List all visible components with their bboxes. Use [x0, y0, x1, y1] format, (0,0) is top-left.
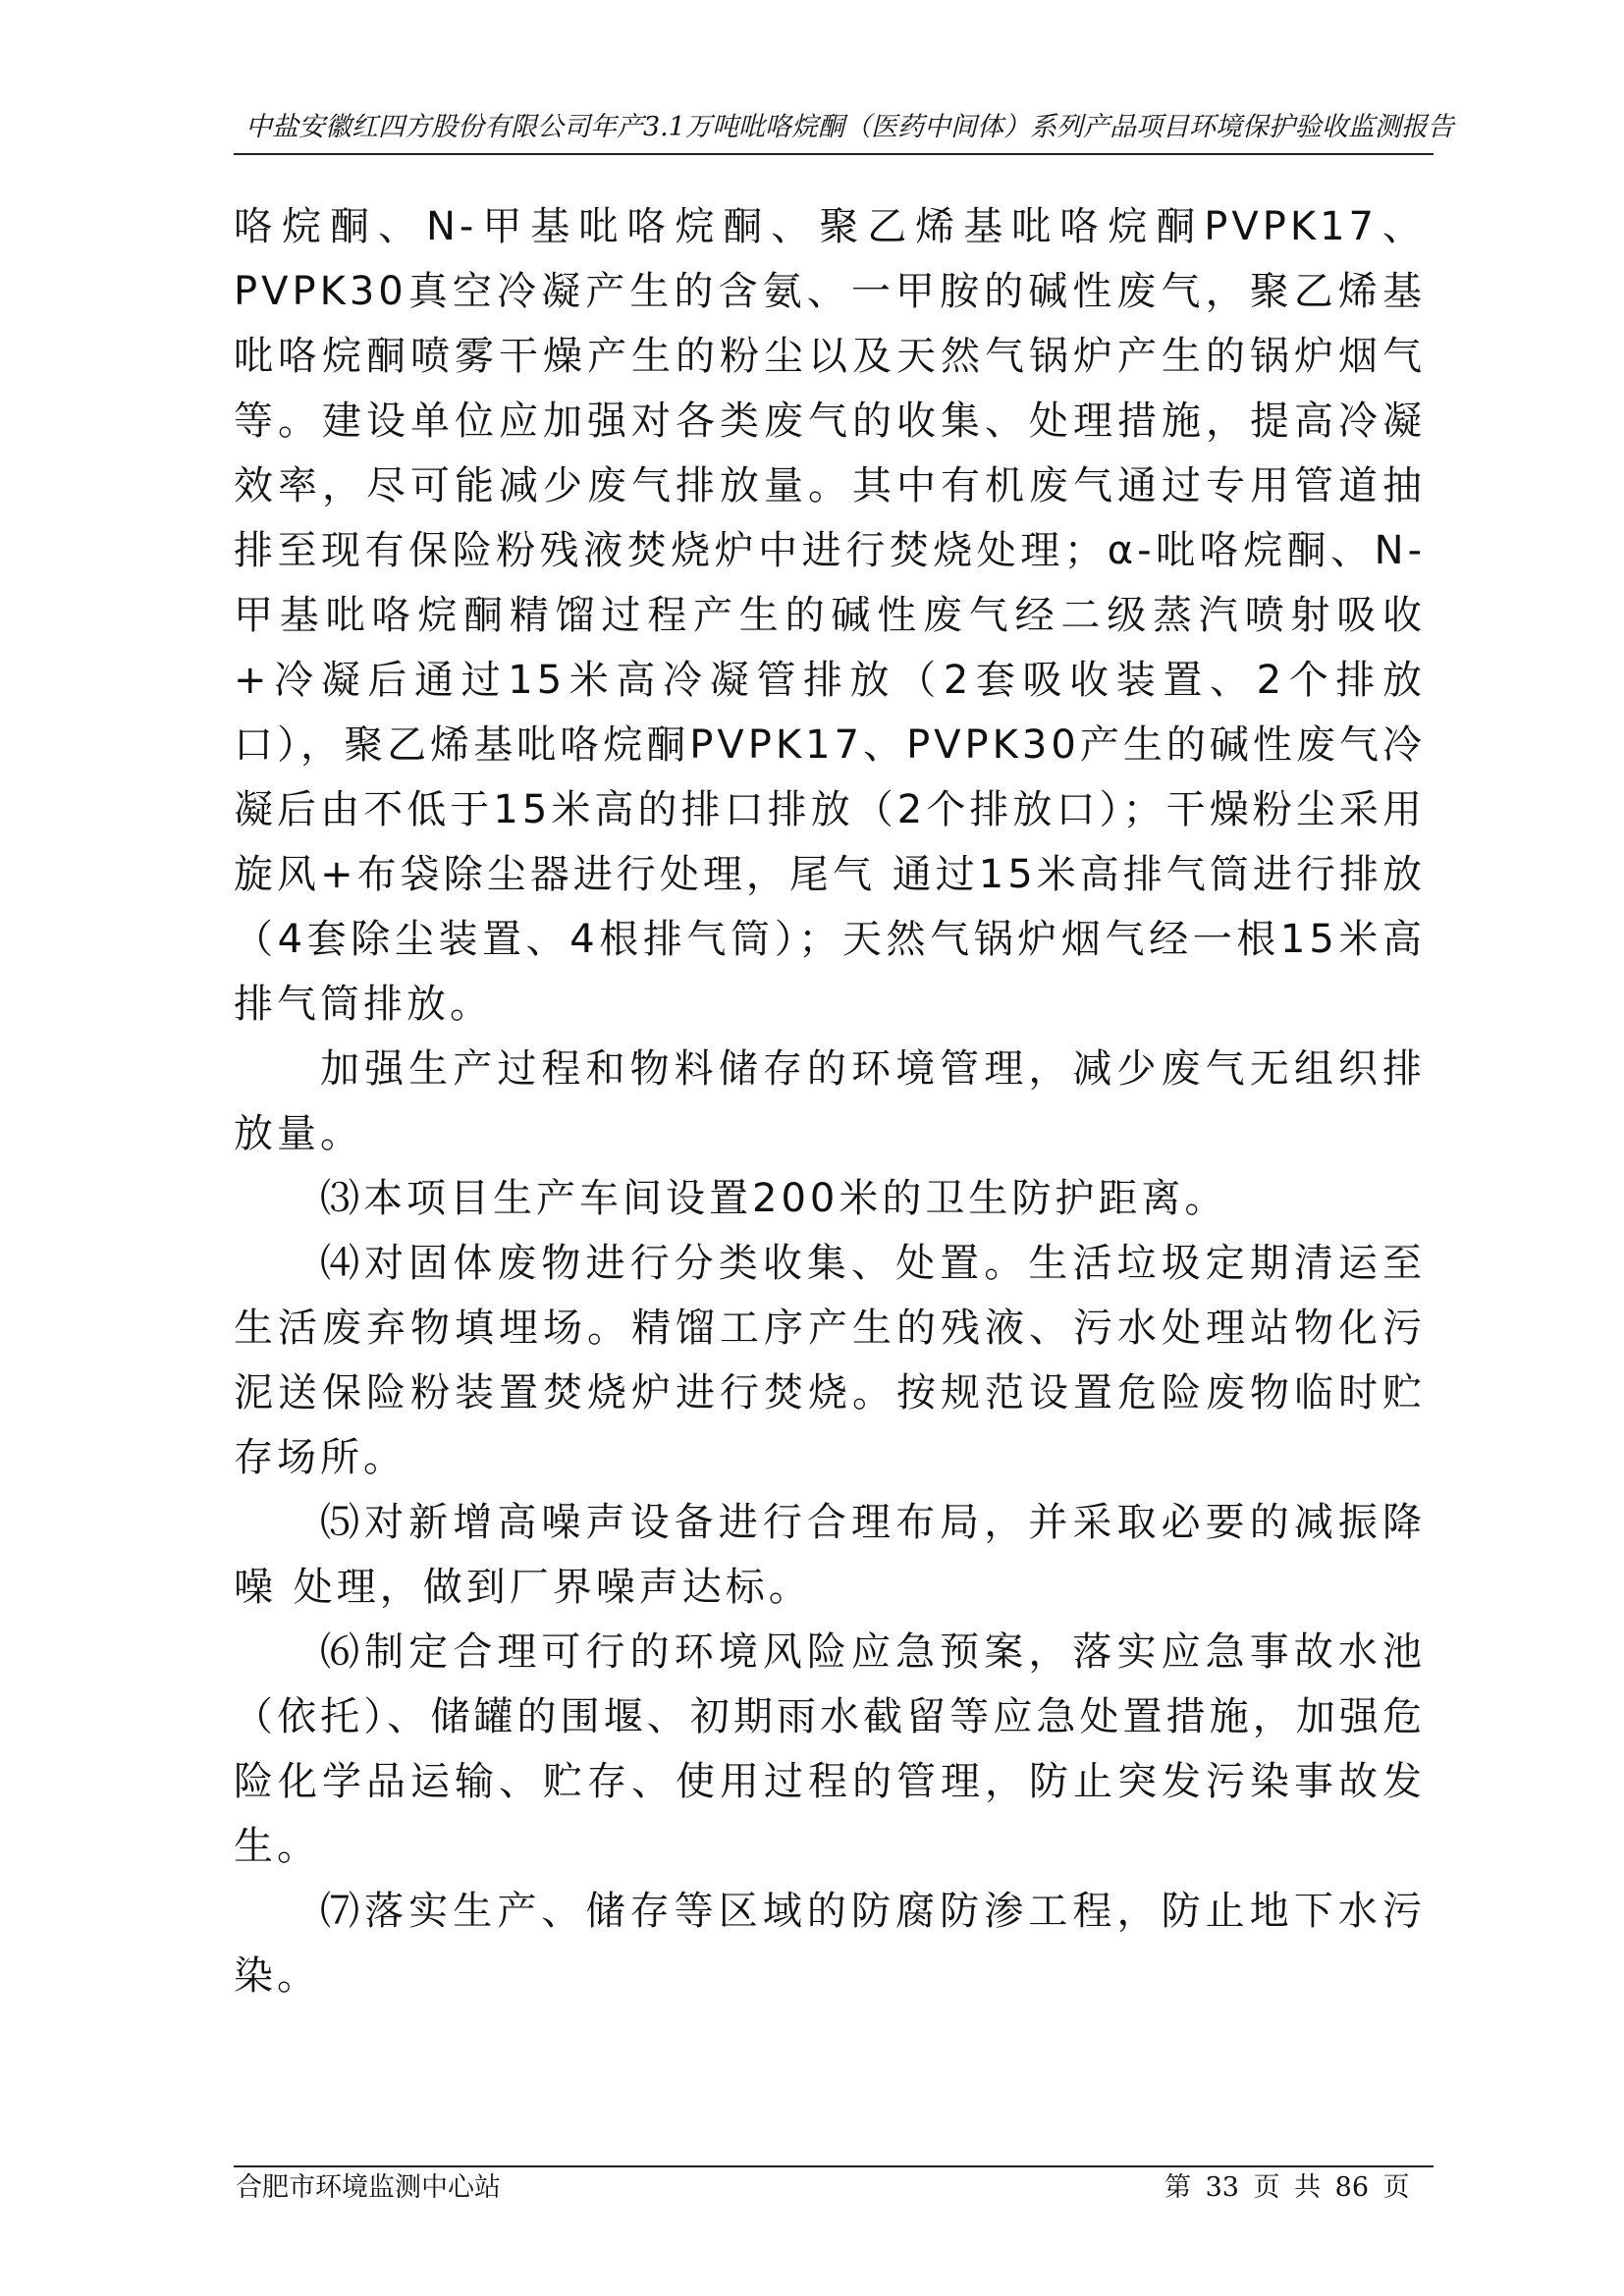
- header-divider: [234, 153, 1434, 155]
- paragraph-solid-waste: ⑷对固体废物进行分类收集、处置。生活垃圾定期清运至生活废弃物填埋场。精馏工序产生的残液、污水处理站物化污泥送保险粉装置焚烧炉进行焚烧。按规范设置危险废物临时贮存场所。: [234, 1241, 1426, 1480]
- paragraph-protection-distance: ⑶本项目生产车间设置200米的卫生防护距离。: [320, 1176, 1228, 1221]
- paragraph-risk-plan: ⑹制定合理可行的环境风险应急预案，落实应急事故水池（依托）、储罐的围堰、初期雨水截留等应急处置措施，加强危险化学品运输、贮存、使用过程的管理，防止突发污染事故发生。: [234, 1629, 1426, 1869]
- report-header-title: 中盐安徽红四方股份有限公司年产3.1万吨吡咯烷酮（医药中间体）系列产品项目环境保护验收监测报告: [245, 112, 1454, 142]
- paragraph-noise: ⑸对新增高噪声设备进行合理布局，并采取必要的减振降噪 处理，做到厂界噪声达标。: [234, 1500, 1426, 1610]
- report-body: [234, 194, 1426, 2008]
- paragraph-anti-seepage: ⑺落实生产、储存等区域的防腐防渗工程，防止地下水污染。: [234, 1889, 1426, 1999]
- footer-organization: 合肥市环境监测中心站: [236, 2172, 501, 2203]
- paragraph-fugitive-emission: 加强生产过程和物料储存的环境管理，减少废气无组织排放量。: [234, 1046, 1426, 1156]
- paragraph-exhaust-gas: 咯烷酮、N-甲基吡咯烷酮、聚乙烯基吡咯烷酮PVPK17、PVPK30真空冷凝产生的含氨、一甲胺的碱性废气，聚乙烯基吡咯烷酮喷雾干燥产生的粉尘以及天然气锅炉产生的锅炉烟气等。建设单位应加强对各类废气的收集、处理措施，提高冷凝效率，尽可能减少废气排放量。其中有机废气通过专用管道抽排至现有保险粉残液焚烧炉中进行焚烧处理；α-吡咯烷酮、N-甲基吡咯烷酮精馏过程产生的碱性废气经二级蒸汽喷射吸收+冷凝后通过15米高冷凝管排放（2套吸收装置、2个排放口），聚乙烯基吡咯烷酮PVPK17、PVPK30产生的碱性废气冷凝后由不低于15米高的排口排放（2个排放口）；干燥粉尘采用旋风+布袋除尘器进行处理，尾气 通过15米高排气筒进行排放（4套除尘装置、4根排气筒）；天然气锅炉烟气经一根15米高排气筒排放。: [234, 204, 1426, 1027]
- page-number: 第 33 页 共 86 页: [1164, 2172, 1410, 2203]
- footer-divider: [234, 2165, 1434, 2167]
